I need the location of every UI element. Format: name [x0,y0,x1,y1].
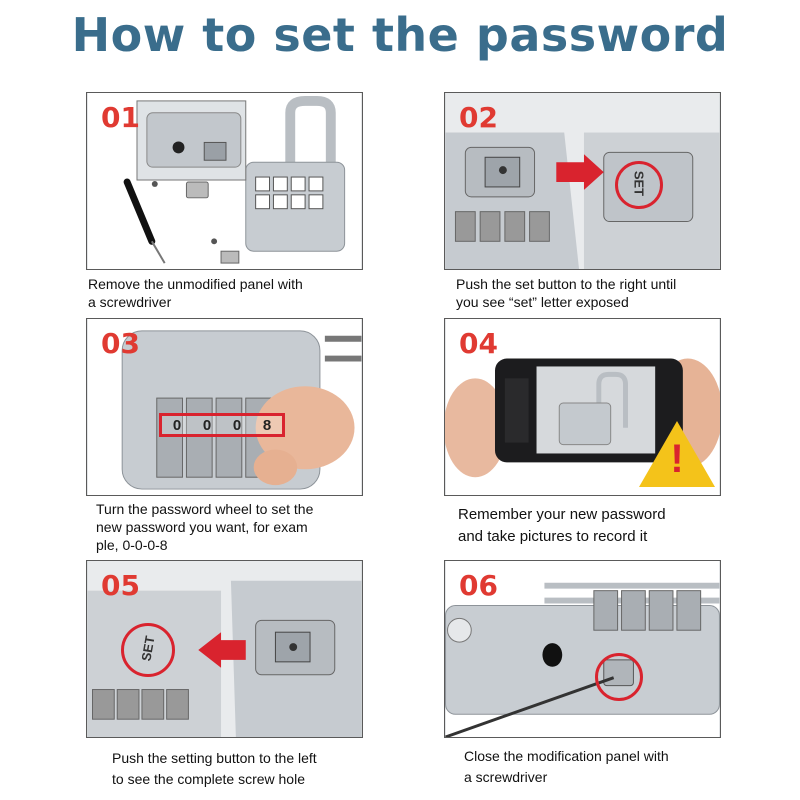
screw-highlight [595,653,643,701]
step-3-number: 03 [101,327,140,360]
digit-2: 0 [202,416,212,434]
step-3-caption: Turn the password wheel to set the new password you want, for exam ple, 0-0-0-8 [96,501,314,553]
step-1-number: 01 [101,101,140,134]
step-1-panel [86,92,363,270]
step-2-caption: Push the set button to the right until you see “set” letter exposed [456,276,677,310]
set-label-highlight [615,161,663,209]
step-6-number: 06 [459,569,498,602]
step-4-panel [444,318,721,496]
step-1-caption: Remove the unmodified panel with a screwdriver [88,276,303,310]
digit-3: 0 [232,416,242,434]
step-6-caption: Close the modification panel with a screwdriver [464,748,669,785]
step-3-panel [86,318,363,496]
step-4-caption: Remember your new password and take pictures to record it [458,506,666,545]
code-highlight [159,413,285,437]
step-2-panel [444,92,721,270]
step-6-panel [444,560,721,738]
step-5-panel [86,560,363,738]
step-2-number: 02 [459,101,498,134]
set-label: SET [138,634,158,663]
set-label: SET [631,170,647,197]
step-5-caption: Push the setting button to the left to see the complete screw hole [112,750,317,787]
warning-mark: ! [670,437,684,481]
step-4-number: 04 [459,327,498,360]
page-title: How to set the password [71,8,729,62]
digit-4: 8 [262,416,272,434]
set-label-highlight [121,623,175,677]
step-5-number: 05 [101,569,140,602]
digit-1: 0 [172,416,182,434]
